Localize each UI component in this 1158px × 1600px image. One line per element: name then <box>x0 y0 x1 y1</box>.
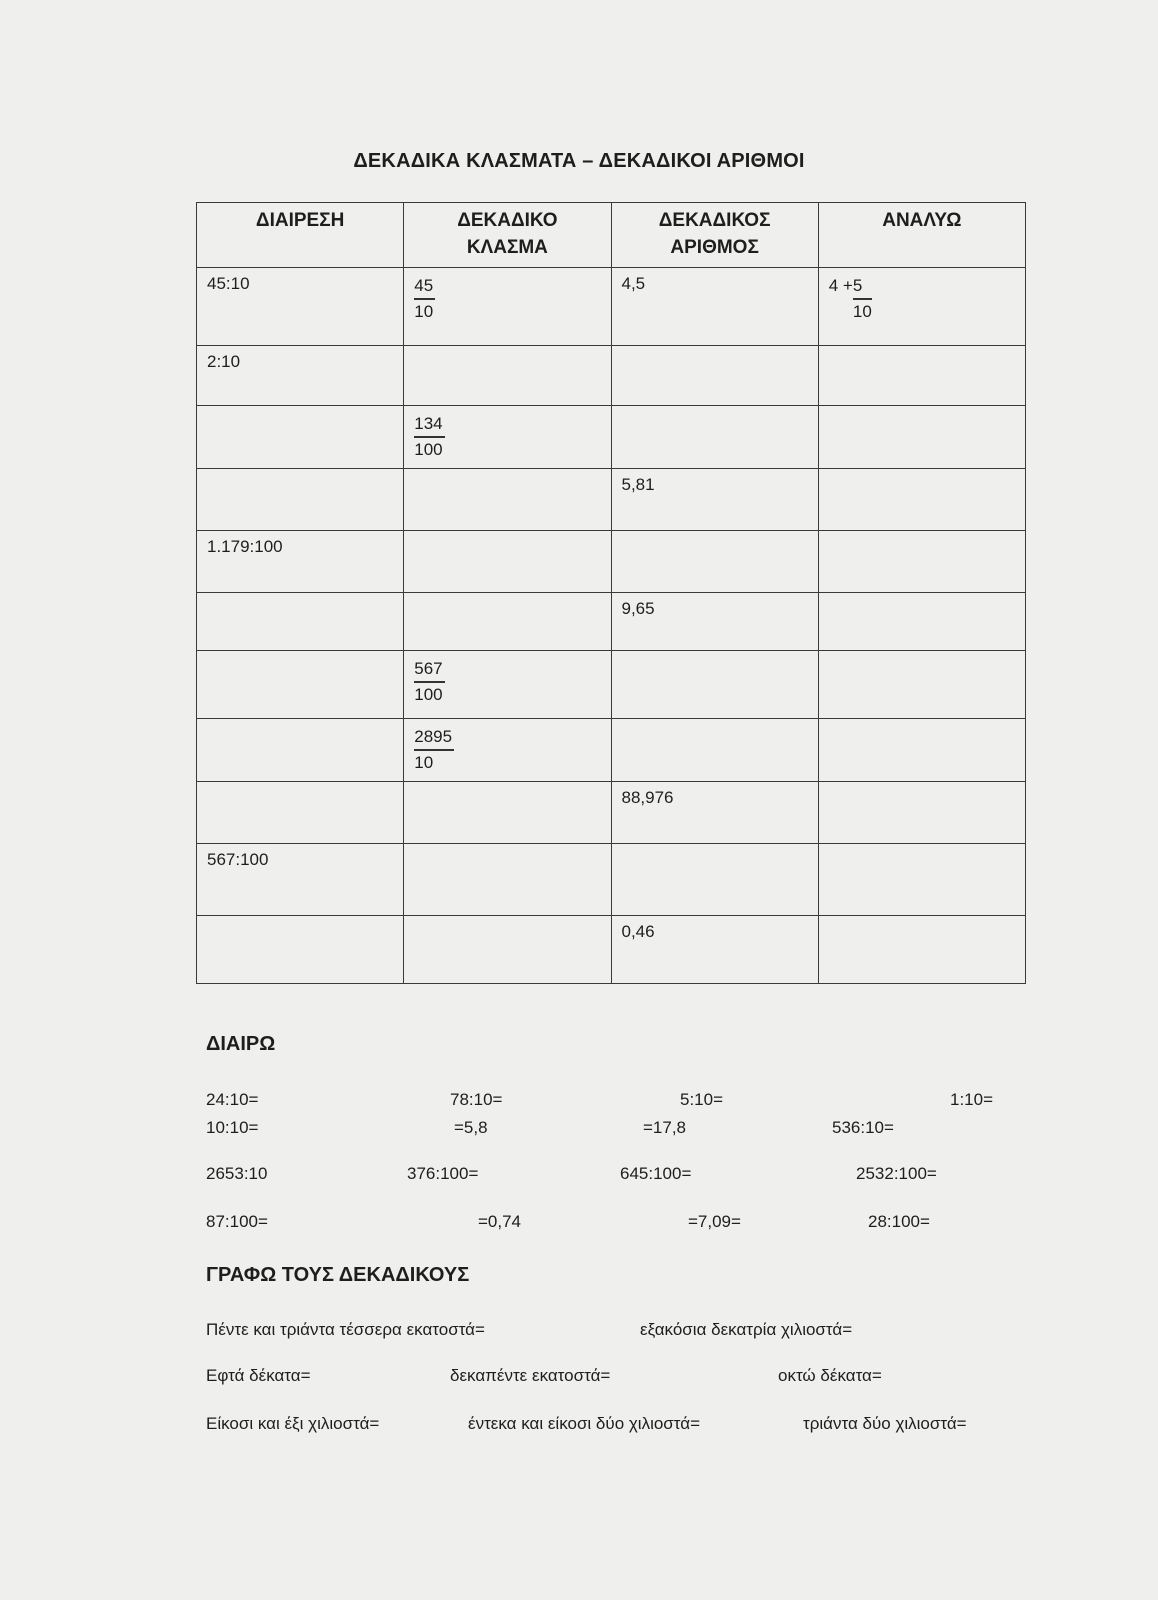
fraction-denominator: 100 <box>414 440 443 459</box>
decimal-cell: 4,5 <box>611 268 818 346</box>
fraction-cell <box>404 719 611 782</box>
fraction-cell <box>404 916 611 984</box>
decimal-cell: 5,81 <box>611 469 818 531</box>
header-decimal-number: ΔΕΚΑΔΙΚΟΣ ΑΡΙΘΜΟΣ <box>611 203 818 268</box>
fraction <box>414 657 444 707</box>
division-cell <box>197 651 404 719</box>
divide-item: =0,74 <box>478 1212 522 1231</box>
division-cell <box>197 719 404 782</box>
decimal-fractions-table <box>196 202 1026 984</box>
decompose-cell <box>818 346 1025 406</box>
divide-item: =5,8 <box>454 1118 488 1137</box>
decimal-cell <box>611 531 818 593</box>
divide-item: 24:10= <box>206 1090 259 1109</box>
decompose-cell <box>818 469 1025 531</box>
decimal-cell: 88,976 <box>611 782 818 844</box>
write-item: οκτώ δέκατα= <box>778 1366 882 1385</box>
write-item: Πέντε και τριάντα τέσσερα εκατοστά= <box>206 1320 485 1339</box>
divide-item: 1:10= <box>950 1090 994 1109</box>
write-item: εξακόσια δεκατρία χιλιοστά= <box>640 1320 853 1339</box>
decimal-cell <box>611 844 818 916</box>
fraction-numerator: 5 <box>853 274 872 300</box>
header-decompose: ΑΝΑΛΥΩ <box>818 203 1025 268</box>
header-division: ΔΙΑΙΡΕΣΗ <box>197 203 404 268</box>
decimal-cell: 0,46 <box>611 916 818 984</box>
fraction-denominator: 100 <box>414 685 443 704</box>
divide-item: =7,09= <box>688 1212 741 1231</box>
divide-heading: ΔΙΑΙΡΩ <box>206 1033 276 1055</box>
decompose-cell <box>818 268 1025 346</box>
division-cell: 567:100 <box>197 844 404 916</box>
page-title: ΔΕΚΑΔΙΚΑ ΚΛΑΣΜΑΤΑ – ΔΕΚΑΔΙΚΟΙ ΑΡΙΘΜΟΙ <box>353 150 805 172</box>
write-item: έντεκα και είκοσι δύο χιλιοστά= <box>468 1414 701 1433</box>
division-cell: 2:10 <box>197 346 404 406</box>
fraction <box>414 412 444 462</box>
fraction-cell <box>404 651 611 719</box>
fraction-cell <box>404 346 611 406</box>
fraction-cell <box>404 782 611 844</box>
divide-item: 376:100= <box>407 1164 479 1183</box>
fraction-denominator: 10 <box>414 753 434 772</box>
fraction-numerator: 134 <box>414 412 444 438</box>
decimal-cell: 9,65 <box>611 593 818 651</box>
fraction-numerator: 45 <box>414 274 435 300</box>
decompose-fraction <box>853 274 872 324</box>
write-item: Είκοσι και έξι χιλιοστά= <box>206 1414 380 1433</box>
divide-item: 536:10= <box>832 1118 894 1137</box>
division-cell <box>197 593 404 651</box>
decimal-cell <box>611 346 818 406</box>
write-item: δεκαπέντε εκατοστά= <box>450 1366 611 1385</box>
decompose-cell <box>818 916 1025 984</box>
write-item: τριάντα δύο χιλιοστά= <box>803 1414 967 1433</box>
header-decimal-fraction: ΔΕΚΑΔΙΚΟ ΚΛΑΣΜΑ <box>404 203 611 268</box>
division-cell <box>197 916 404 984</box>
table-row <box>197 469 1026 531</box>
decompose-integer: 4 + <box>828 276 853 295</box>
fraction-cell <box>404 531 611 593</box>
division-cell: 1.179:100 <box>197 531 404 593</box>
decompose-cell <box>818 719 1025 782</box>
decompose-cell <box>818 782 1025 844</box>
divide-item: 28:100= <box>868 1212 930 1231</box>
fraction-denominator: 10 <box>414 302 434 321</box>
fraction-numerator: 2895 <box>414 725 454 751</box>
table-row <box>197 651 1026 719</box>
table-row <box>197 916 1026 984</box>
divide-item: 87:100= <box>206 1212 268 1231</box>
divide-item: =17,8 <box>643 1118 687 1137</box>
fraction-cell <box>404 593 611 651</box>
divide-item: 2532:100= <box>856 1164 937 1183</box>
fraction-cell <box>404 844 611 916</box>
table-row <box>197 268 1026 346</box>
division-cell <box>197 782 404 844</box>
table-row <box>197 844 1026 916</box>
fraction <box>414 274 435 324</box>
divide-item: 10:10= <box>206 1118 259 1137</box>
table-row <box>197 593 1026 651</box>
divide-item: 78:10= <box>450 1090 503 1109</box>
division-cell <box>197 469 404 531</box>
decompose-cell <box>818 844 1025 916</box>
fraction-cell <box>404 268 611 346</box>
write-decimals-heading: ΓΡΑΦΩ ΤΟΥΣ ΔΕΚΑΔΙΚΟΥΣ <box>206 1264 470 1286</box>
decompose-cell <box>818 593 1025 651</box>
decompose-cell <box>818 406 1025 469</box>
table-row <box>197 719 1026 782</box>
write-item: Εφτά δέκατα= <box>206 1366 311 1385</box>
decimal-cell <box>611 406 818 469</box>
division-cell <box>197 406 404 469</box>
divide-item: 645:100= <box>620 1164 692 1183</box>
division-cell: 45:10 <box>197 268 404 346</box>
fraction-numerator: 567 <box>414 657 444 683</box>
divide-item: 2653:10 <box>206 1164 268 1183</box>
fraction <box>414 725 454 775</box>
fraction-cell <box>404 406 611 469</box>
divide-item: 5:10= <box>680 1090 724 1109</box>
decompose-cell <box>818 651 1025 719</box>
table-header-row <box>197 203 1026 268</box>
fraction-cell <box>404 469 611 531</box>
table-row <box>197 782 1026 844</box>
decimal-cell <box>611 651 818 719</box>
table-row <box>197 531 1026 593</box>
fraction-denominator: 10 <box>852 302 872 321</box>
decimal-cell <box>611 719 818 782</box>
table-row <box>197 346 1026 406</box>
table-row <box>197 406 1026 469</box>
decompose-cell <box>818 531 1025 593</box>
